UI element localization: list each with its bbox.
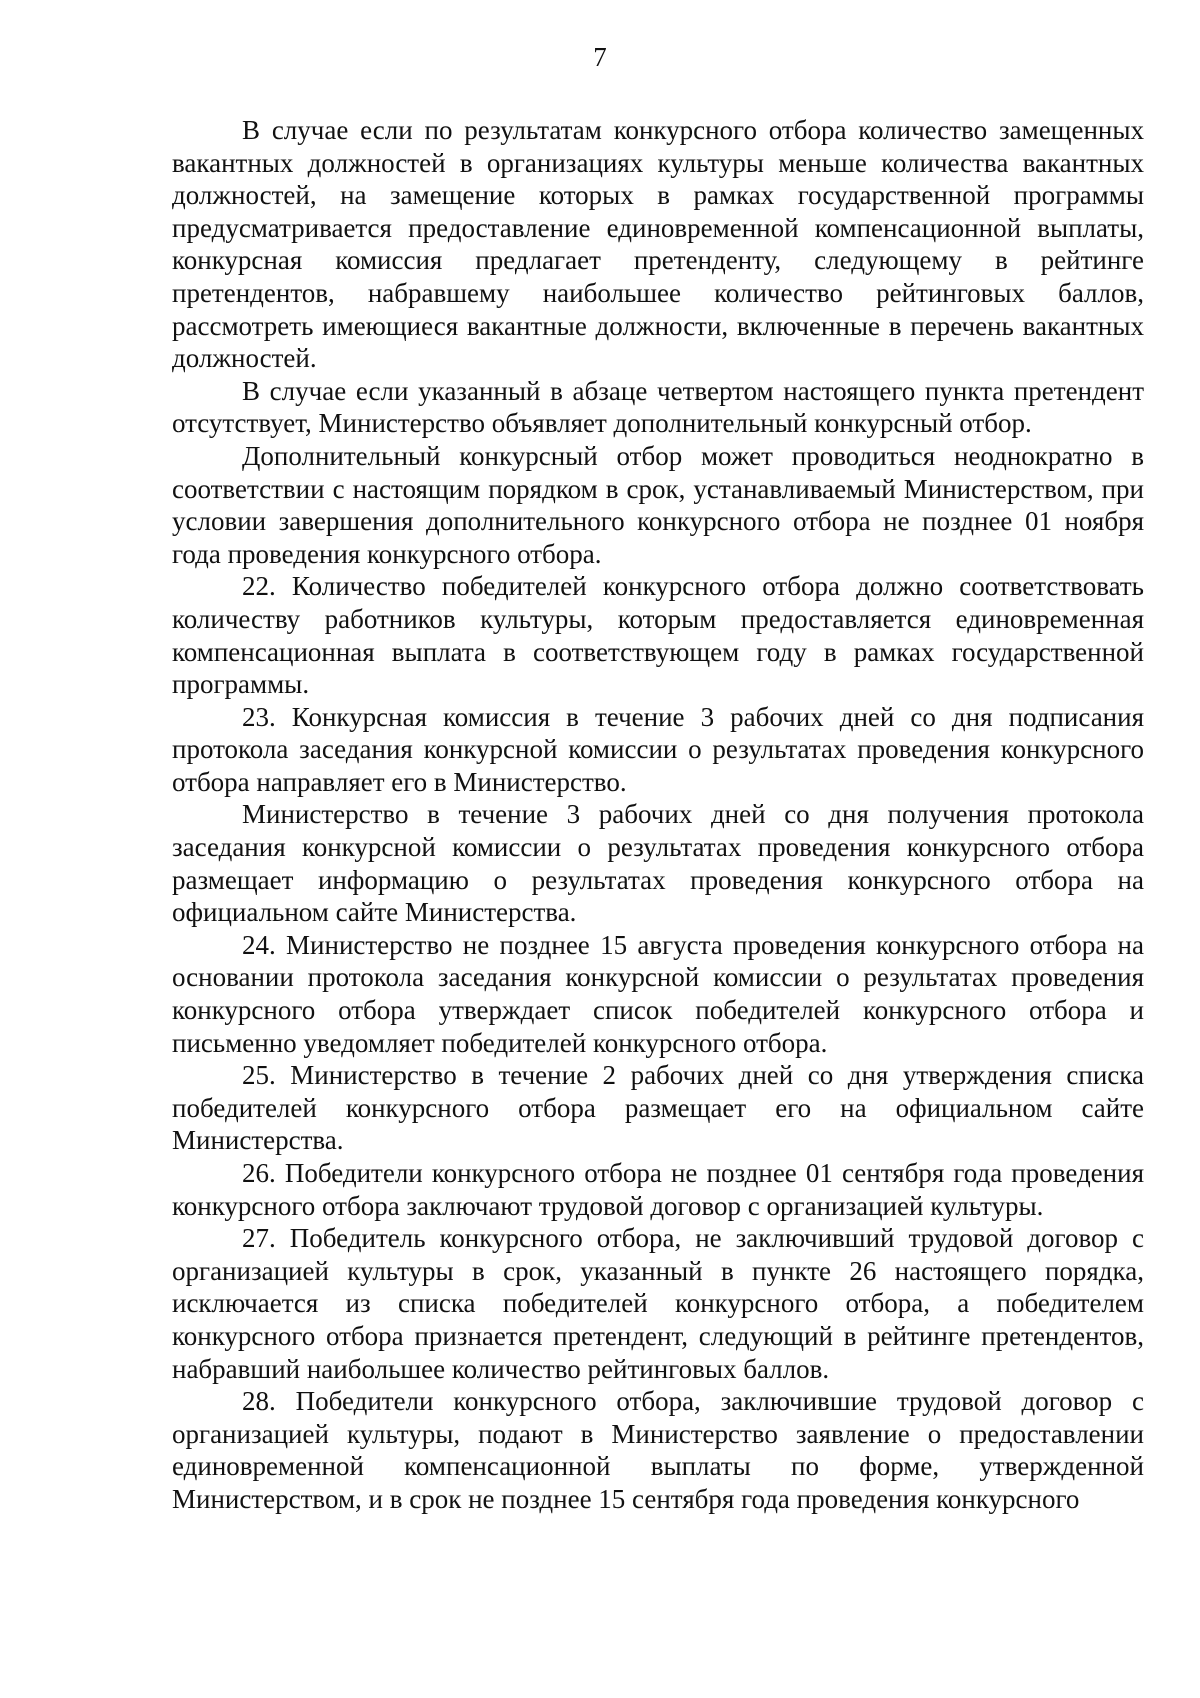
- paragraph-ministry-publication: Министерство в течение 3 рабочих дней со дня получения протокола заседания конкурсной комиссии о результатах проведения конкурсного отбора размещает информацию о результатах проведения конкурсного отбора на официальном сайте Министерства.: [172, 799, 1144, 928]
- paragraph-item-25: 25. Министерство в течение 2 рабочих дней со дня утверждения списка победителей конкурсного отбора размещает его на официальном сайте Министерства.: [172, 1060, 1144, 1156]
- page-number: 7: [593, 42, 607, 72]
- paragraph-additional-selection-terms: Дополнительный конкурсный отбор может проводиться неоднократно в соответствии с настоящим порядком в срок, устанавливаемый Министерством, при условии завершения дополнительного конкурсного отбора не позднее 01 ноября года проведения конкурсного отбора.: [172, 440, 1144, 569]
- paragraph-item-28: 28. Победители конкурсного отбора, заключившие трудовой договор с организацией культуры, подают в Министерство заявление о предоставлении единовременной компенсационной выплаты по форме, утвержденной Министерством, и в срок не позднее 15 сентября года проведения конкурсного: [172, 1386, 1144, 1514]
- paragraph-item-24: 24. Министерство не позднее 15 августа проведения конкурсного отбора на основании протокола заседания конкурсной комиссии о результатах проведения конкурсного отбора утверждает список победителей конкурсного отбора и письменно уведомляет победителей конкурсного отбора.: [172, 929, 1144, 1058]
- paragraph-item-23: 23. Конкурсная комиссия в течение 3 рабочих дней со дня подписания протокола заседания конкурсной комиссии о результатах проведения конкурсного отбора направляет его в Министерство.: [172, 701, 1144, 797]
- paragraph-item-26: 26. Победители конкурсного отбора не позднее 01 сентября года проведения конкурсного отбора заключают трудовой договор с организацией культуры.: [172, 1158, 1144, 1221]
- paragraph-additional-selection-announcement: В случае если указанный в абзаце четвертом настоящего пункта претендент отсутствует, Министерство объявляет дополнительный конкурсный отбор.: [172, 375, 1144, 439]
- paragraph-item-27: 27. Победитель конкурсного отбора, не заключивший трудовой договор с организацией культуры в срок, указанный в пункте 26 настоящего порядка, исключается из списка победителей конкурсного отбора, а победителем конкурсного отбора признается претендент, следующий в рейтинге претендентов, набравший наибольшее количество рейтинговых баллов.: [172, 1223, 1144, 1384]
- document-body: [172, 114, 1144, 1516]
- paragraph-item-22: 22. Количество победителей конкурсного отбора должно соответствовать количеству работников культуры, которым предоставляется единовременная компенсационная выплата в соответствующем году в рамках государственной программы.: [172, 571, 1144, 700]
- paragraph-vacancy-offer: В случае если по результатам конкурсного отбора количество замещенных вакантных должностей в организациях культуры меньше количества вакантных должностей, на замещение которых в рамках государственной программы предусматривается предоставление единовременной компенсационной выплаты, конкурсная комиссия предлагает претенденту, следующему в рейтинге претендентов, набравшему наибольшее количество рейтинговых баллов, рассмотреть имеющиеся вакантные должности, включенные в перечень вакантных должностей.: [172, 115, 1144, 374]
